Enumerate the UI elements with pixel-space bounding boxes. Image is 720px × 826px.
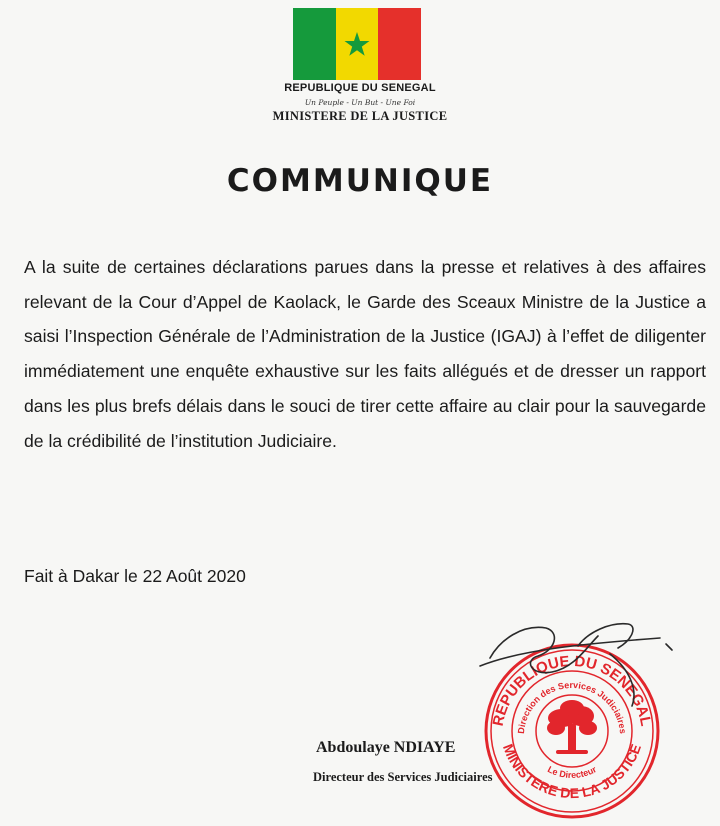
ministry-name: MINISTERE DE LA JUSTICE (272, 109, 448, 123)
flag-red-band (378, 8, 421, 80)
handwritten-signature (460, 610, 690, 730)
senegal-flag (293, 8, 421, 80)
flag-green-band (293, 8, 336, 80)
document-title: COMMUNIQUE (226, 163, 494, 199)
star-icon (344, 31, 370, 57)
stamp-outer-bottom: MINISTERE DE LA JUSTICE (499, 741, 645, 802)
country-name: REPUBLIQUE DU SENEGAL (284, 82, 436, 94)
stamp-outer-top: REPUBLIQUE DU SENEGAL (489, 652, 655, 728)
date-line: Fait à Dakar le 22 Août 2020 (24, 566, 246, 586)
national-motto: Un Peuple - Un But - Une Foi (304, 98, 416, 107)
stamp-inner-top: Direction des Services Judiciaires (515, 679, 628, 735)
communique-body: A la suite de certaines déclarations parues dans la presse et relatives à des affaires relevant de la Cour d’Appel de Kaolack, le Garde des Sceaux Ministre de la Justice a saisi l’Inspection Générale de l’Administration de la Justice (IGAJ) à l’effet de diligenter immédiatement une enquête exhaustive sur les faits allégués et de dresser un rapport dans les plus brefs délais dans le souci de tirer cette affaire au clair pour la sauvegarde de la crédibilité de l’institution Judiciaire. (24, 257, 706, 451)
signatory-title: Directeur des Services Judiciaires (313, 770, 493, 784)
signatory-name: Abdoulaye NDIAYE (316, 739, 456, 756)
stamp-inner-bottom: Le Directeur (545, 764, 599, 781)
